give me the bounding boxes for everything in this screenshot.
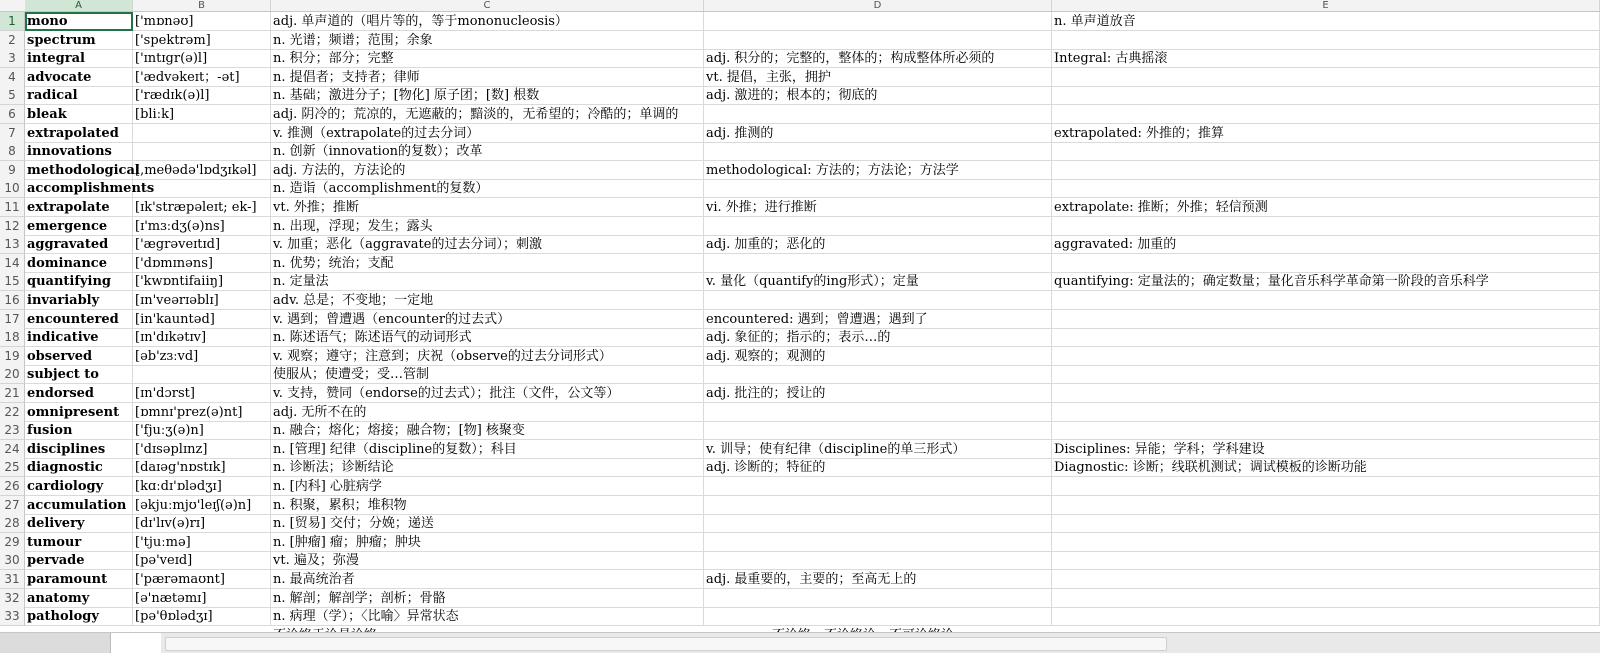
cell-d[interactable] xyxy=(704,12,1052,31)
cell-c[interactable]: n. [肿瘤] 瘤；肿瘤；肿块 xyxy=(271,533,704,552)
row-header[interactable]: 29 xyxy=(0,533,25,552)
cell-a[interactable]: bleak xyxy=(25,105,133,124)
cell-e[interactable]: aggravated: 加重的 xyxy=(1052,235,1600,254)
column-header-b[interactable]: B xyxy=(133,0,271,11)
cell-e[interactable] xyxy=(1052,86,1600,105)
column-header-d[interactable]: D xyxy=(704,0,1052,11)
table-row xyxy=(0,310,1600,329)
cell-a[interactable]: advocate xyxy=(25,68,133,87)
cell-b[interactable]: [ɪn'dɔrst] xyxy=(133,384,271,403)
cell-c[interactable]: v. 遇到；曾遭遇（encounter的过去式） xyxy=(271,310,704,329)
cell-d[interactable]: adj. 批注的；授让的 xyxy=(704,384,1052,403)
cell-c[interactable]: n. 基础；激进分子；[物化] 原子团；[数] 根数 xyxy=(271,86,704,105)
table-row xyxy=(0,31,1600,50)
cell-c[interactable]: adj. 方法的，方法论的 xyxy=(271,161,704,180)
table-row xyxy=(0,235,1600,254)
cell-b[interactable] xyxy=(133,179,271,198)
cell-e[interactable] xyxy=(1052,291,1600,310)
cell-d[interactable]: vt. 提倡，主张，拥护 xyxy=(704,68,1052,87)
cell-a[interactable]: observed xyxy=(25,347,133,366)
row-header[interactable]: 10 xyxy=(0,179,25,198)
cell-e[interactable] xyxy=(1052,161,1600,180)
cell-b[interactable]: ['pærəmaʊnt] xyxy=(133,570,271,589)
row-header[interactable]: 32 xyxy=(0,589,25,608)
row-header[interactable]: 28 xyxy=(0,514,25,533)
table-row xyxy=(0,328,1600,347)
cell-c[interactable]: n. 定量法 xyxy=(271,272,704,291)
cell-a[interactable]: quantifying xyxy=(25,272,133,291)
table-row xyxy=(0,142,1600,161)
cell-d[interactable]: methodological: 方法的；方法论；方法学 xyxy=(704,161,1052,180)
cell-a[interactable]: tumour xyxy=(25,533,133,552)
table-row xyxy=(0,291,1600,310)
table-row xyxy=(0,68,1600,87)
cell-d[interactable]: adj. 激进的；根本的；彻底的 xyxy=(704,86,1052,105)
table-row xyxy=(0,124,1600,143)
row-header[interactable]: 4 xyxy=(0,68,25,87)
cell-a[interactable]: extrapolated xyxy=(25,124,133,143)
cell-e[interactable] xyxy=(1052,551,1600,570)
row-header[interactable]: 5 xyxy=(0,86,25,105)
row-header[interactable]: 12 xyxy=(0,217,25,236)
cell-b[interactable]: [pə'veɪd] xyxy=(133,551,271,570)
cell-d[interactable] xyxy=(704,31,1052,50)
cell-e[interactable] xyxy=(1052,570,1600,589)
column-header-a[interactable]: A xyxy=(25,0,133,11)
cell-b[interactable]: [əkjuːmjʊ'leɪʃ(ə)n] xyxy=(133,496,271,515)
cell-e[interactable]: Disciplines: 异能；学科；学科建设 xyxy=(1052,440,1600,459)
cell-d[interactable] xyxy=(704,551,1052,570)
cell-b[interactable]: ['ægrəveɪtɪd] xyxy=(133,235,271,254)
cell-d[interactable] xyxy=(704,421,1052,440)
table-row xyxy=(0,458,1600,477)
cell-a[interactable]: aggravated xyxy=(25,235,133,254)
table-row xyxy=(0,365,1600,384)
cell-a[interactable]: emergence xyxy=(25,217,133,236)
table-row xyxy=(0,421,1600,440)
cell-d[interactable] xyxy=(704,179,1052,198)
cell-b[interactable]: [dɪ'lɪv(ə)rɪ] xyxy=(133,514,271,533)
cell-b[interactable] xyxy=(133,142,271,161)
cell-b[interactable]: [bliːk] xyxy=(133,105,271,124)
table-row xyxy=(0,254,1600,273)
cell-b[interactable]: ['fjuːʒ(ə)n] xyxy=(133,421,271,440)
cell-c[interactable]: adj. 单声道的（唱片等的，等于mononucleosis） xyxy=(271,12,704,31)
cell-b[interactable]: [pə'θɒlədʒɪ] xyxy=(133,607,271,626)
cell-d[interactable] xyxy=(704,142,1052,161)
cell-d[interactable] xyxy=(704,477,1052,496)
cell-b[interactable]: ['dɒmɪnəns] xyxy=(133,254,271,273)
cell-e[interactable] xyxy=(1052,68,1600,87)
cell-e[interactable]: quantifying: 定量法的；确定数量；量化音乐科学革命第一阶段的音乐科学 xyxy=(1052,272,1600,291)
cell-c[interactable]: n. 提倡者；支持者；律师 xyxy=(271,68,704,87)
cell-a[interactable]: endorsed xyxy=(25,384,133,403)
cell-c[interactable]: n. 优势；统治；支配 xyxy=(271,254,704,273)
row-header[interactable]: 22 xyxy=(0,403,25,422)
cell-e[interactable] xyxy=(1052,477,1600,496)
cell-a[interactable]: spectrum xyxy=(25,31,133,50)
table-row xyxy=(0,347,1600,366)
cell-d[interactable]: adj. 诊断的；特征的 xyxy=(704,458,1052,477)
cell-e[interactable] xyxy=(1052,403,1600,422)
cell-d[interactable] xyxy=(704,217,1052,236)
table-row xyxy=(0,384,1600,403)
cell-c[interactable]: v. 支持，赞同（endorse的过去式）；批注（文件，公文等） xyxy=(271,384,704,403)
cell-e[interactable] xyxy=(1052,607,1600,626)
column-header-bar xyxy=(0,0,1600,12)
cell-b[interactable] xyxy=(133,365,271,384)
row-header[interactable]: 25 xyxy=(0,458,25,477)
cell-a[interactable]: dominance xyxy=(25,254,133,273)
row-header[interactable]: 9 xyxy=(0,161,25,180)
cell-c[interactable]: vt. 外推；推断 xyxy=(271,198,704,217)
cell-a[interactable]: disciplines xyxy=(25,440,133,459)
cell-b[interactable]: ['rædɪk(ə)l] xyxy=(133,86,271,105)
row-header[interactable]: 31 xyxy=(0,570,25,589)
table-row xyxy=(0,514,1600,533)
row-header[interactable]: 33 xyxy=(0,607,25,626)
table-row xyxy=(0,551,1600,570)
row-header[interactable]: 2 xyxy=(0,31,25,50)
cell-c[interactable]: n. [管理] 纪律（discipline的复数）；科目 xyxy=(271,440,704,459)
row-header[interactable]: 20 xyxy=(0,365,25,384)
cell-c[interactable]: n. 积聚，累积；堆积物 xyxy=(271,496,704,515)
cell-d[interactable] xyxy=(704,514,1052,533)
cell-b[interactable]: ['spektrəm] xyxy=(133,31,271,50)
table-row xyxy=(0,161,1600,180)
cell-e[interactable] xyxy=(1052,533,1600,552)
cell-a[interactable]: pervade xyxy=(25,551,133,570)
table-row xyxy=(0,86,1600,105)
cell-b[interactable]: [ə'nætəmɪ] xyxy=(133,589,271,608)
table-row xyxy=(0,198,1600,217)
row-header[interactable]: 24 xyxy=(0,440,25,459)
cell-e[interactable] xyxy=(1052,496,1600,515)
row-header[interactable]: 11 xyxy=(0,198,25,217)
table-row xyxy=(0,496,1600,515)
cell-d[interactable] xyxy=(704,365,1052,384)
cell-c[interactable]: n. 光谱；频谱；范围；余象 xyxy=(271,31,704,50)
cell-c[interactable]: n. 积分；部分；完整 xyxy=(271,49,704,68)
cell-d[interactable] xyxy=(704,105,1052,124)
cell-b[interactable]: ['dɪsəplɪnz] xyxy=(133,440,271,459)
row-header[interactable]: 17 xyxy=(0,310,25,329)
table-row xyxy=(0,12,1600,31)
cell-e[interactable]: Integral: 古典摇滚 xyxy=(1052,49,1600,68)
cell-b[interactable] xyxy=(133,124,271,143)
row-header[interactable]: 16 xyxy=(0,291,25,310)
cell-e[interactable]: extrapolated: 外推的；推算 xyxy=(1052,124,1600,143)
cell-a[interactable]: accumulation xyxy=(25,496,133,515)
cell-c[interactable]: 使服从；使遭受；受…管制 xyxy=(271,365,704,384)
cell-e[interactable] xyxy=(1052,514,1600,533)
cell-b[interactable]: [əb'zɜːvd] xyxy=(133,347,271,366)
table-row xyxy=(0,607,1600,626)
cell-b[interactable]: [kɑːdɪ'ɒlədʒɪ] xyxy=(133,477,271,496)
cell-d[interactable]: v. 量化（quantify的ing形式）；定量 xyxy=(704,272,1052,291)
column-header-c[interactable]: C xyxy=(271,0,704,11)
cell-b[interactable]: [ɪk'stræpəleɪt; ek-] xyxy=(133,198,271,217)
table-row xyxy=(0,217,1600,236)
table-row xyxy=(0,105,1600,124)
cell-e[interactable] xyxy=(1052,105,1600,124)
cell-a[interactable]: methodological xyxy=(27,162,140,178)
cell-d[interactable]: adj. 观察的；观测的 xyxy=(704,347,1052,366)
cell-c[interactable]: adj. 无所不在的 xyxy=(271,403,704,422)
cell-b[interactable]: [ɪn'veərɪəblɪ] xyxy=(133,291,271,310)
row-header[interactable]: 14 xyxy=(0,254,25,273)
cell-a[interactable]: indicative xyxy=(25,328,133,347)
cell-a[interactable]: anatomy xyxy=(25,589,133,608)
cell-c[interactable]: v. 加重；恶化（aggravate的过去分词）；刺激 xyxy=(271,235,704,254)
cell-b[interactable]: ['ædvəkeɪt；-ət] xyxy=(133,68,271,87)
cell-a[interactable]: accomplishments xyxy=(27,181,155,197)
cell-a[interactable]: delivery xyxy=(25,514,133,533)
cell-d[interactable]: adj. 象征的；指示的；表示…的 xyxy=(704,328,1052,347)
cell-e[interactable] xyxy=(1052,254,1600,273)
cell-d[interactable] xyxy=(704,589,1052,608)
cell-b[interactable]: [,meθədə'lɒdʒɪkəl] xyxy=(133,161,271,180)
cell-e[interactable] xyxy=(1052,142,1600,161)
row-header[interactable]: 15 xyxy=(0,272,25,291)
cell-c[interactable]: n. [内科] 心脏病学 xyxy=(271,477,704,496)
sheet-bottom-bar xyxy=(0,632,1600,653)
cell-d[interactable]: v. 训导；使有纪律（discipline的单三形式） xyxy=(704,440,1052,459)
row-header[interactable]: 18 xyxy=(0,328,25,347)
cell-e[interactable] xyxy=(1052,365,1600,384)
cell-d[interactable]: vi. 外推；进行推断 xyxy=(704,198,1052,217)
cell-d[interactable]: adj. 加重的；恶化的 xyxy=(704,235,1052,254)
cell-d[interactable]: adj. 最重要的，主要的；至高无上的 xyxy=(704,570,1052,589)
cell-c[interactable]: n. 创新（innovation的复数）；改革 xyxy=(271,142,704,161)
cell-e[interactable] xyxy=(1052,384,1600,403)
cell-c[interactable]: n. 陈述语气；陈述语气的动词形式 xyxy=(271,328,704,347)
cell-b[interactable]: [ɒmnɪ'prez(ə)nt] xyxy=(133,403,271,422)
cell-a[interactable]: extrapolate xyxy=(25,198,133,217)
cell-c[interactable]: n. 病理（学）；〈比喻〉异常状态 xyxy=(271,607,704,626)
row-header[interactable]: 1 xyxy=(0,12,25,31)
cell-e[interactable] xyxy=(1052,421,1600,440)
cell-d[interactable]: adj. 积分的；完整的，整体的；构成整体所必须的 xyxy=(704,49,1052,68)
table-row xyxy=(0,179,1600,198)
table-row xyxy=(0,477,1600,496)
table-row xyxy=(0,49,1600,68)
table-row xyxy=(0,272,1600,291)
row-header[interactable]: 27 xyxy=(0,496,25,515)
row-header[interactable]: 13 xyxy=(0,235,25,254)
cell-c[interactable]: n. 诊断法；诊断结论 xyxy=(271,458,704,477)
cell-b[interactable]: ['mɒnəʊ] xyxy=(133,12,271,31)
cell-d[interactable]: adj. 推测的 xyxy=(704,124,1052,143)
cell-b[interactable]: ['ɪntɪgr(ə)l] xyxy=(133,49,271,68)
cell-c[interactable]: v. 观察；遵守；注意到；庆祝（observe的过去分词形式） xyxy=(271,347,704,366)
cell-c[interactable]: n. 造诣（accomplishment的复数） xyxy=(271,179,704,198)
cell-e[interactable] xyxy=(1052,179,1600,198)
cell-a[interactable]: pathology xyxy=(25,607,133,626)
cell-e[interactable] xyxy=(1052,589,1600,608)
horizontal-scrollbar[interactable] xyxy=(165,637,1167,651)
table-row xyxy=(0,440,1600,459)
cell-b[interactable]: [daɪəg'nɒstɪk] xyxy=(133,458,271,477)
cell-a[interactable]: paramount xyxy=(25,570,133,589)
sheet-tab[interactable] xyxy=(110,633,161,653)
cell-b[interactable]: ['tjuːmə] xyxy=(133,533,271,552)
cell-b[interactable]: [ɪ'mɜːdʒ(ə)ns] xyxy=(133,217,271,236)
cell-a[interactable]: integral xyxy=(25,49,133,68)
cell-e[interactable]: extrapolate: 推断；外推；轻信预测 xyxy=(1052,198,1600,217)
cell-a[interactable]: fusion xyxy=(25,421,133,440)
cell-c[interactable]: n. [贸易] 交付；分娩；递送 xyxy=(271,514,704,533)
cell-e[interactable] xyxy=(1052,217,1600,236)
table-row xyxy=(0,533,1600,552)
cell-c[interactable]: n. 出现，浮现；发生；露头 xyxy=(271,217,704,236)
table-row xyxy=(0,403,1600,422)
cell-e[interactable] xyxy=(1052,328,1600,347)
row-header[interactable]: 30 xyxy=(0,551,25,570)
row-header[interactable]: 19 xyxy=(0,347,25,366)
cell-e[interactable]: Diagnostic: 诊断；线联机测试；调试模板的诊断功能 xyxy=(1052,458,1600,477)
cell-d[interactable] xyxy=(704,403,1052,422)
cell-b[interactable]: ['kwɒntifaiiŋ] xyxy=(133,272,271,291)
cell-a[interactable]: invariably xyxy=(25,291,133,310)
cell-d[interactable]: encountered: 遇到；曾遭遇；遇到了 xyxy=(704,310,1052,329)
table-row xyxy=(0,589,1600,608)
cell-c[interactable]: n. 融合；熔化；熔接；融合物；[物] 核聚变 xyxy=(271,421,704,440)
cell-c[interactable]: adj. 阴冷的；荒凉的，无遮蔽的；黯淡的，无希望的；冷酷的；单调的 xyxy=(271,105,704,124)
cell-d[interactable] xyxy=(704,533,1052,552)
cell-c[interactable]: v. 推测（extrapolate的过去分词） xyxy=(271,124,704,143)
row-header[interactable]: 8 xyxy=(0,142,25,161)
cell-c[interactable]: adv. 总是；不变地；一定地 xyxy=(271,291,704,310)
cell-b[interactable]: [ɪn'dɪkətɪv] xyxy=(133,328,271,347)
cell-a[interactable]: subject to xyxy=(25,365,133,384)
cell-e[interactable] xyxy=(1052,31,1600,50)
row-header[interactable]: 21 xyxy=(0,384,25,403)
cell-e[interactable] xyxy=(1052,310,1600,329)
cell-a[interactable]: mono xyxy=(25,12,133,31)
row-header[interactable]: 23 xyxy=(0,421,25,440)
table-row xyxy=(0,570,1600,589)
row-header[interactable]: 7 xyxy=(0,124,25,143)
row-header[interactable]: 26 xyxy=(0,477,25,496)
cell-c[interactable]: vt. 遍及；弥漫 xyxy=(271,551,704,570)
cell-a[interactable]: cardiology xyxy=(25,477,133,496)
cell-d[interactable] xyxy=(704,607,1052,626)
cell-a[interactable]: innovations xyxy=(25,142,133,161)
column-header-e[interactable]: E xyxy=(1052,0,1600,11)
cell-d[interactable] xyxy=(704,496,1052,515)
cell-a[interactable]: diagnostic xyxy=(25,458,133,477)
cell-e[interactable] xyxy=(1052,347,1600,366)
row-header[interactable]: 3 xyxy=(0,49,25,68)
cell-e[interactable]: n. 单声道放音 xyxy=(1052,12,1600,31)
cell-d[interactable] xyxy=(704,254,1052,273)
cell-b[interactable]: [in'kauntəd] xyxy=(133,310,271,329)
cell-d[interactable] xyxy=(704,291,1052,310)
row-header[interactable]: 6 xyxy=(0,105,25,124)
cell-a[interactable]: radical xyxy=(25,86,133,105)
cell-a[interactable]: encountered xyxy=(25,310,133,329)
cell-c[interactable]: n. 最高统治者 xyxy=(271,570,704,589)
cell-c[interactable]: n. 解剖；解剖学；剖析；骨骼 xyxy=(271,589,704,608)
cell-a[interactable]: omnipresent xyxy=(25,403,133,422)
